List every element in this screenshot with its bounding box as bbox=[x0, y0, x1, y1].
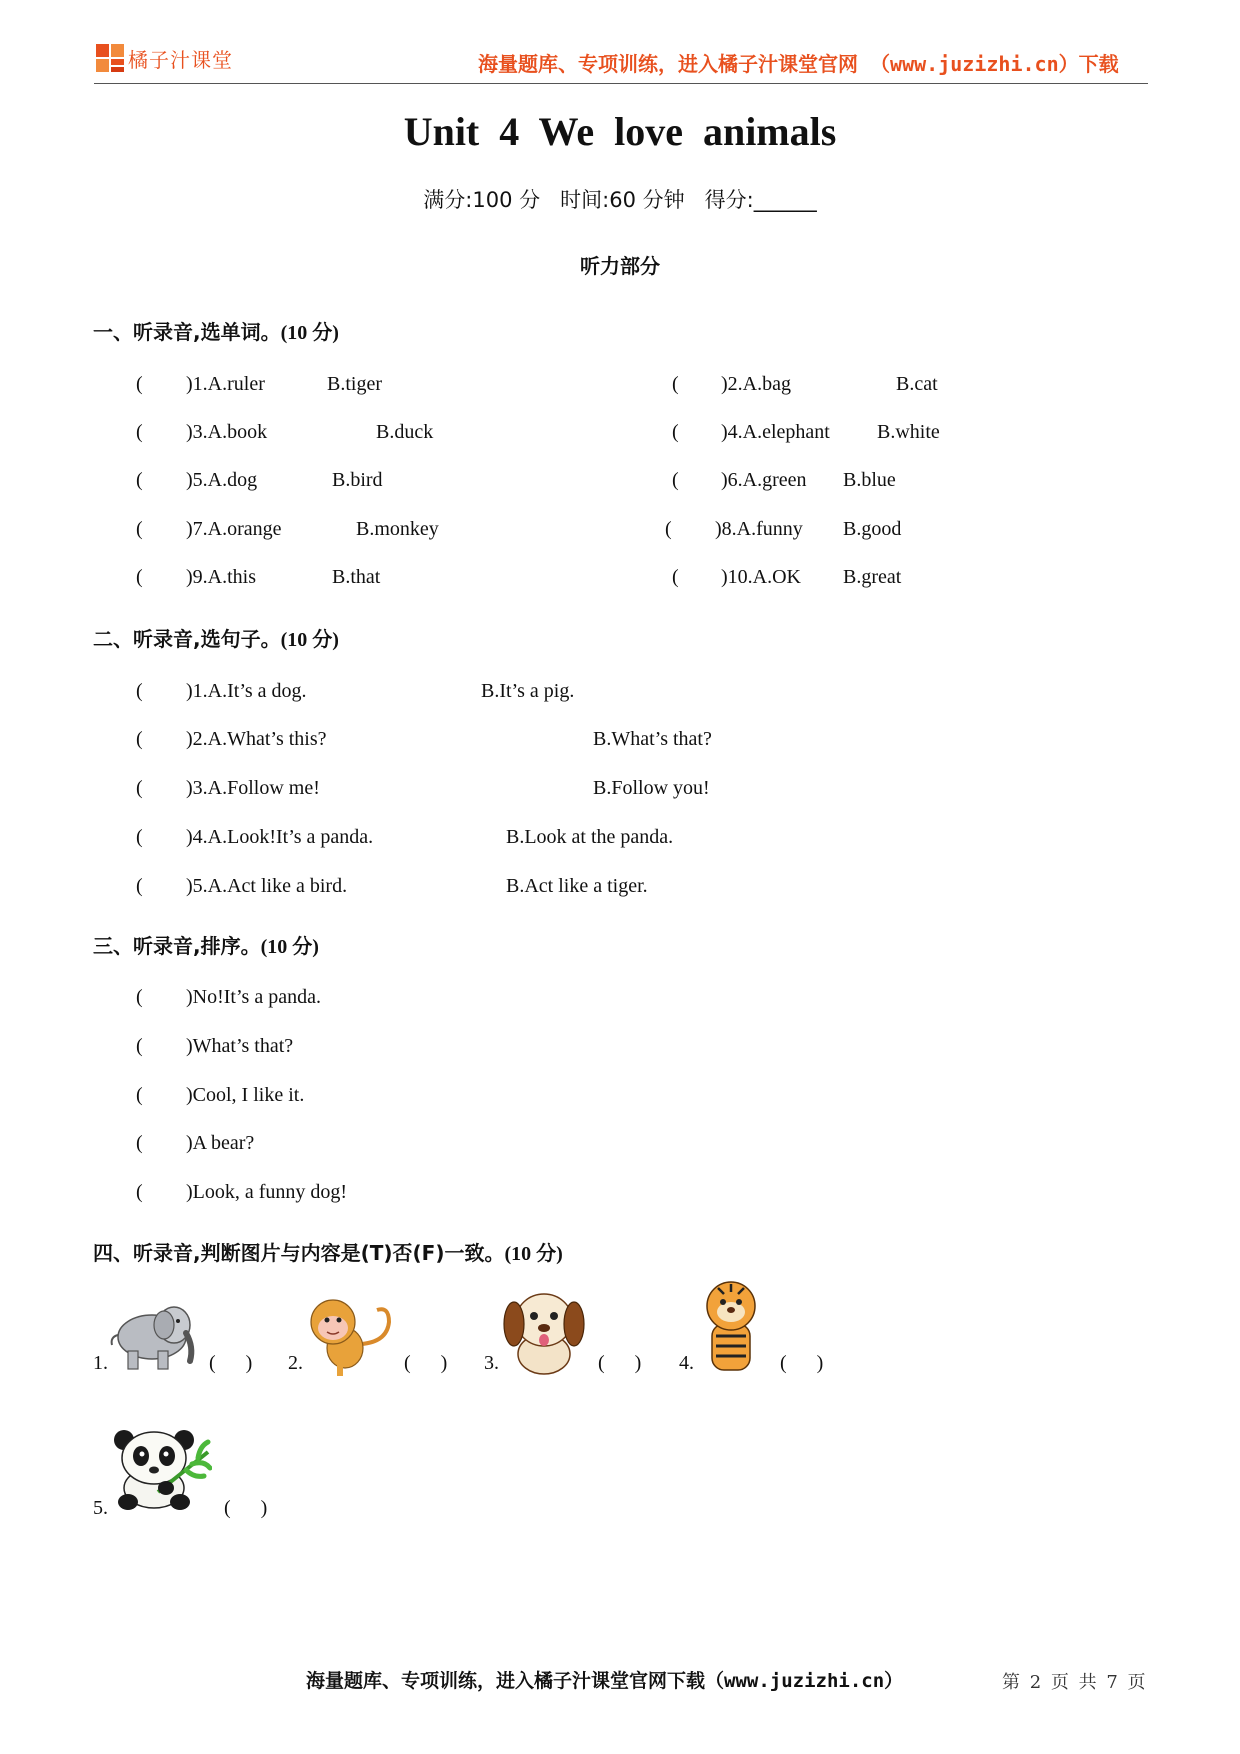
answer-paren[interactable]: ( bbox=[136, 777, 143, 799]
question-option-a: )2.A.bag bbox=[721, 373, 791, 395]
answer-paren[interactable]: ( bbox=[136, 1181, 143, 1203]
tiger-icon bbox=[694, 1278, 768, 1378]
answer-paren[interactable]: ( bbox=[136, 566, 143, 588]
question-option-b: B.cat bbox=[896, 373, 938, 395]
ordering-item: )What’s that? bbox=[186, 1035, 294, 1057]
ordering-item: )A bear? bbox=[186, 1132, 255, 1154]
question-option-b: B.bird bbox=[332, 469, 383, 491]
score-line: 满分:100 分 时间:60 分钟 得分:______ bbox=[423, 188, 817, 212]
question-option-b: B.monkey bbox=[356, 518, 439, 540]
page-number: 第 2 页 共 7 页 bbox=[1002, 1672, 1148, 1693]
question-option-a: )1.A.ruler bbox=[186, 373, 265, 395]
picture-number: 2. bbox=[288, 1352, 303, 1374]
question-option-a: )5.A.Act like a bird. bbox=[186, 875, 348, 897]
header-site-link[interactable]: 海量题库、专项训练，进入橘子汁课堂官网 （www.juzizhi.cn）下载 bbox=[478, 52, 1119, 76]
answer-paren[interactable]: ( bbox=[672, 469, 679, 491]
picture-number: 4. bbox=[679, 1352, 694, 1374]
answer-paren[interactable]: ( bbox=[136, 1035, 143, 1057]
question-option-b: B.It’s a pig. bbox=[481, 680, 575, 702]
logo-text: 橘子汁课堂 bbox=[128, 48, 233, 72]
answer-paren[interactable]: ( bbox=[136, 469, 143, 491]
question-option-a: )3.A.book bbox=[186, 421, 268, 443]
section-1-heading: 一、听录音,选单词。(10 分) bbox=[93, 320, 339, 344]
question-option-b: B.Follow you! bbox=[593, 777, 710, 799]
ordering-item: )No!It’s a panda. bbox=[186, 986, 321, 1008]
ordering-item: )Cool, I like it. bbox=[186, 1084, 305, 1106]
part-title: 听力部分 bbox=[580, 254, 660, 278]
answer-paren[interactable]: ( bbox=[672, 373, 679, 395]
header-divider bbox=[94, 83, 1148, 84]
question-option-b: B.tiger bbox=[327, 373, 382, 395]
answer-paren[interactable]: ( bbox=[136, 373, 143, 395]
logo-icon bbox=[96, 44, 126, 74]
answer-paren[interactable]: ( bbox=[672, 421, 679, 443]
elephant-icon bbox=[108, 1295, 200, 1375]
answer-paren[interactable]: ( bbox=[672, 566, 679, 588]
dog-icon bbox=[500, 1282, 590, 1378]
question-option-a: )9.A.this bbox=[186, 566, 256, 588]
answer-paren[interactable]: ( bbox=[136, 826, 143, 848]
question-option-a: )1.A.It’s a dog. bbox=[186, 680, 307, 702]
answer-paren[interactable]: ( ) bbox=[598, 1352, 642, 1374]
question-option-a: )10.A.OK bbox=[721, 566, 801, 588]
page-title: Unit 4 We love animals bbox=[403, 109, 837, 154]
question-option-a: )6.A.green bbox=[721, 469, 807, 491]
picture-number: 5. bbox=[93, 1497, 108, 1519]
ordering-item: )Look, a funny dog! bbox=[186, 1181, 348, 1203]
section-3-heading: 三、听录音,排序。(10 分) bbox=[93, 934, 319, 958]
question-option-a: )4.A.Look!It’s a panda. bbox=[186, 826, 374, 848]
answer-paren[interactable]: ( bbox=[136, 1132, 143, 1154]
question-option-b: B.white bbox=[877, 421, 940, 443]
answer-paren[interactable]: ( ) bbox=[780, 1352, 824, 1374]
question-option-b: B.good bbox=[843, 518, 902, 540]
question-option-b: B.that bbox=[332, 566, 381, 588]
question-option-b: B.What’s that? bbox=[593, 728, 712, 750]
question-option-a: )8.A.funny bbox=[715, 518, 803, 540]
answer-paren[interactable]: ( bbox=[665, 518, 672, 540]
answer-paren[interactable]: ( bbox=[136, 875, 143, 897]
answer-paren[interactable]: ( ) bbox=[209, 1352, 253, 1374]
monkey-icon bbox=[303, 1292, 395, 1378]
answer-paren[interactable]: ( bbox=[136, 680, 143, 702]
question-option-a: )5.A.dog bbox=[186, 469, 258, 491]
question-option-a: )3.A.Follow me! bbox=[186, 777, 320, 799]
answer-paren[interactable]: ( bbox=[136, 1084, 143, 1106]
footer-site-link[interactable]: 海量题库、专项训练，进入橘子汁课堂官网下载（www.juzizhi.cn） bbox=[306, 1670, 904, 1692]
panda-icon bbox=[108, 1424, 212, 1512]
question-option-b: B.Act like a tiger. bbox=[506, 875, 648, 897]
question-option-b: B.Look at the panda. bbox=[506, 826, 674, 848]
answer-paren[interactable]: ( bbox=[136, 986, 143, 1008]
picture-number: 3. bbox=[484, 1352, 499, 1374]
answer-paren[interactable]: ( ) bbox=[224, 1497, 268, 1519]
question-option-a: )4.A.elephant bbox=[721, 421, 830, 443]
question-option-b: B.blue bbox=[843, 469, 896, 491]
picture-number: 1. bbox=[93, 1352, 108, 1374]
answer-paren[interactable]: ( bbox=[136, 518, 143, 540]
answer-paren[interactable]: ( bbox=[136, 728, 143, 750]
answer-paren[interactable]: ( ) bbox=[404, 1352, 448, 1374]
section-2-heading: 二、听录音,选句子。(10 分) bbox=[93, 627, 339, 651]
question-option-b: B.great bbox=[843, 566, 902, 588]
question-option-a: )7.A.orange bbox=[186, 518, 282, 540]
answer-paren[interactable]: ( bbox=[136, 421, 143, 443]
question-option-a: )2.A.What’s this? bbox=[186, 728, 327, 750]
section-4-heading: 四、听录音,判断图片与内容是(T)否(F)一致。(10 分) bbox=[93, 1241, 563, 1265]
question-option-b: B.duck bbox=[376, 421, 434, 443]
